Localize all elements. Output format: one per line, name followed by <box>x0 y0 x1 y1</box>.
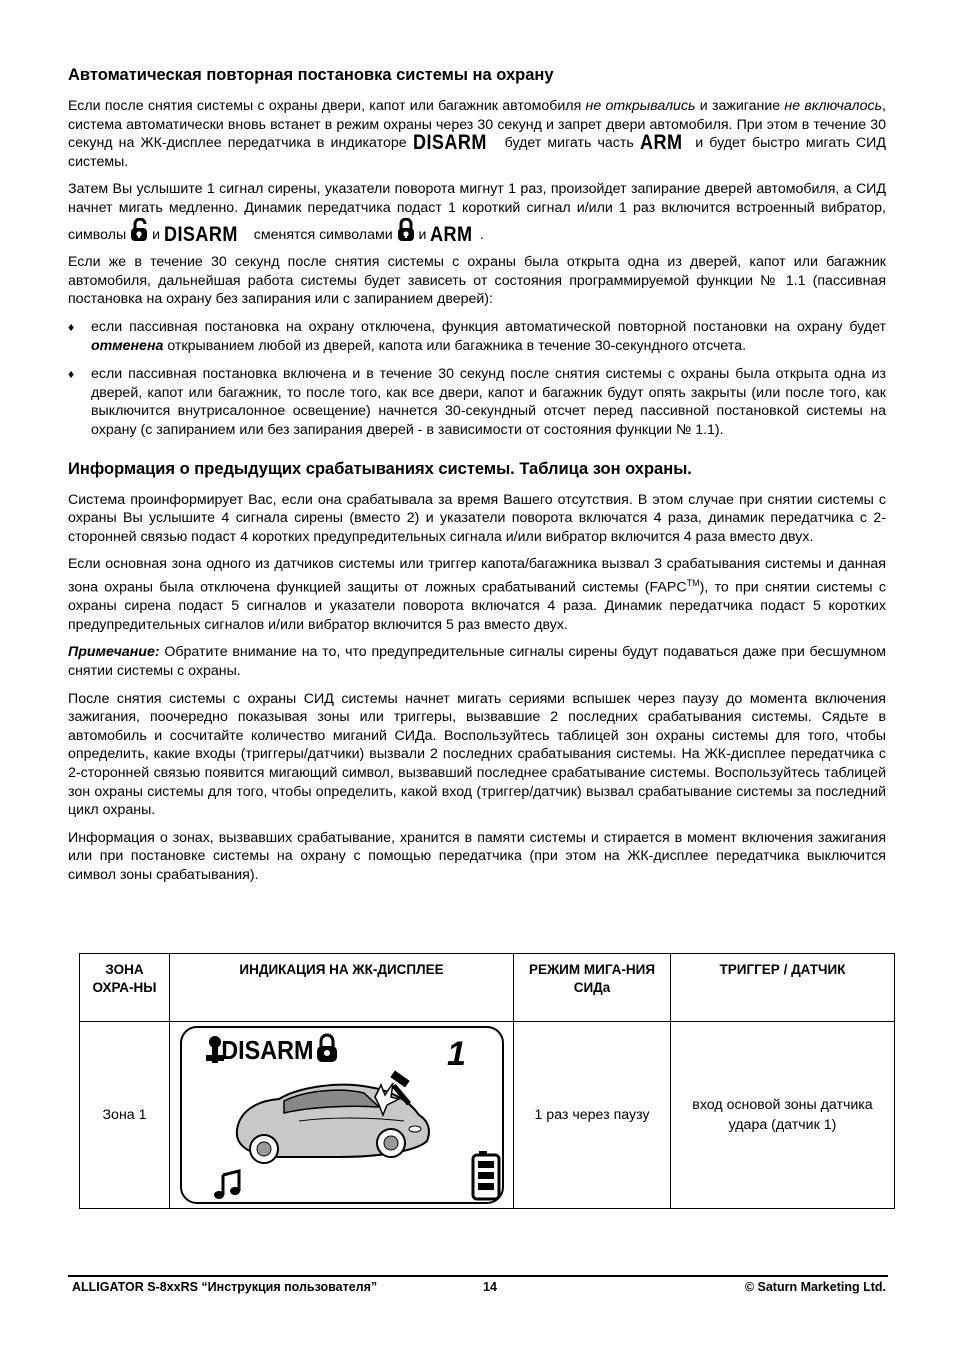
led-mode-cell: 1 раз через паузу <box>514 1022 671 1209</box>
section1-title: Автоматическая повторная постановка системы на охрану <box>68 66 554 84</box>
zone-cell: Зона 1 <box>80 1022 170 1209</box>
page-content <box>68 66 886 894</box>
table-header-row <box>80 954 895 1022</box>
footer-divider <box>68 1275 888 1277</box>
section2-paragraph-2: Если основная зона одного из датчиков системы или триггер капота/багажника вызвал 3 срабатывания системы и данная зона охраны была отключена функцией защиты от ложных срабатываний системы (FAPC™), то при снятии системы с охраны сирена подаст 5 сигналов и указатели поворота включатся 4 раза. Динамик передатчика подаст 5 коротких предупредительных сигналов и/или вибратор включится 5 раз вместо двух. <box>68 556 887 633</box>
footer-copyright: © Saturn Marketing Ltd. <box>744 1280 886 1294</box>
zones-table <box>79 953 895 1209</box>
arm-symbol: ARM <box>430 222 473 246</box>
lcd-display <box>179 1025 505 1205</box>
conditions-list <box>68 318 886 440</box>
battery-icon <box>473 1151 499 1199</box>
header-trigger: ТРИГГЕР / ДАТЧИК <box>671 954 895 1022</box>
list-item: ♦ если пассивная постановка на охрану отключена, функция автоматической повторной постановки на охрану будет отменена открыванием любой из дверей, капота или багажника в течение 30-секундного отсчета. <box>68 318 886 354</box>
footer-title: ALLIGATOR S-8xxRS “Инструкция пользователя” <box>72 1280 378 1294</box>
section1-paragraph-3: Если же в течение 30 секунд после снятия системы с охраны была открыта одна из дверей, капот или багажник автомобиля, дальнейшая работа системы будет зависеть от состояния программируемой функции № 1.1 (пассивная постановка на охрану без запирания или с запиранием дверей): <box>68 254 886 308</box>
section1-paragraph-1: Если после снятия системы с охраны двери, капот или багажник автомобиля не открывались и зажигание не включалось, система автоматически вновь встанет в режим охраны через 30 секунд и запрет двери автомобиля. При этом в течение 30 секунд на ЖК-дисплее передатчика в индикаторе DISARM будет мигать часть ARM и будет быстро мигать СИД системы. <box>68 98 886 170</box>
header-led-mode: РЕЖИМ МИГА-НИЯ СИДа <box>514 954 671 1022</box>
section2-paragraph-3: После снятия системы с охраны СИД системы начнет мигать сериями вспышек через паузу до момента включения зажигания, поочередно показывая зоны или триггеры, вызвавшие 2 последних срабатывания системы. Сядьте в автомобиль и сосчитайте количество миганий СИДа. Воспользуйтесь таблицей зон охраны системы для того, чтобы определить, какие входы (триггеры/датчики) вызвали 2 последних срабатывания системы. На ЖК-дисплее передатчика с 2-сторонней связью появится мигающий символ, вызвавший последнее срабатывание системы. Воспользуйтесь таблицей зон охраны системы для того, чтобы определить, какой вход (триггер/датчик) вызвал срабатывание системы за последний цикл охраны. <box>68 690 886 819</box>
lcd-cell <box>170 1022 514 1209</box>
page-number: 14 <box>483 1280 497 1294</box>
locked-padlock-icon <box>397 218 415 242</box>
table-row <box>80 1022 895 1209</box>
arm-symbol: ARM <box>639 131 683 155</box>
section2-paragraph-4: Информация о зонах, вызвавших срабатывание, хранится в памяти системы и стирается в момент включения зажигания или при постановке системы на охрану с помощью передатчика (при этом на ЖК-дисплее передатчика выключится символ зоны срабатывания). <box>68 829 886 883</box>
lcd-zone-digit: 1 <box>446 1035 466 1073</box>
header-lcd: ИНДИКАЦИЯ НА ЖК-ДИСПЛЕЕ <box>170 954 514 1022</box>
diamond-bullet-icon: ♦ <box>68 319 75 334</box>
diamond-bullet-icon: ♦ <box>68 367 75 382</box>
note-paragraph: Примечание: Обратите внимание на то, что предупредительные сигналы сирены будут подаваться даже при бесшумном снятии системы с охраны. <box>68 644 886 679</box>
section2-paragraph-1: Система проинформирует Вас, если она срабатывала за время Вашего отсутствия. В этом случае при снятии системы с охраны Вы услышите 4 сигнала сирены (вместо 2) и указатели поворота включатся 4 раза, динамик передатчика с 2-сторонней связью подаст 4 коротких предупредительных сигнала и/или вибратор включится 4 раза вместо двух. <box>68 491 886 545</box>
lcd-disarm-text: DISARM <box>220 1036 314 1066</box>
section2-title: Информация о предыдущих срабатываниях системы. Таблица зон охраны. <box>68 459 692 478</box>
trigger-cell: вход основой зоны датчика удара (датчик 1) <box>671 1022 895 1209</box>
disarm-symbol: DISARM <box>163 222 238 246</box>
header-zone: ЗОНА ОХРА-НЫ <box>80 954 170 1022</box>
unlocked-padlock-icon <box>130 218 148 242</box>
section1-paragraph-2: Затем Вы услышите 1 сигнал сирены, указатели поворота мигнут 1 раз, произойдет запирание дверей автомобиля, а СИД начнет мигать медленно. Динамик передатчика подаст 1 короткий сигнал и/или 1 раз включится встроенный вибратор, символы и DISARM сменятся символами и ARM . <box>68 181 886 246</box>
list-item: ♦ если пассивная постановка включена и в течение 30 секунд после снятия системы с охраны была открыта одна из дверей, капот или багажник, то после того, как все двери, капот и багажник будут опять закрыты (или после того, как выключится внутрисалонное освещение) начнется 30-секундный отсчет перед пассивной постановкой системы на охрану (с запиранием или без запирания дверей - в зависимости от состояния функции № 1.1). <box>68 366 886 438</box>
disarm-symbol: DISARM <box>412 131 487 155</box>
note-label: Примечание: <box>68 644 160 661</box>
